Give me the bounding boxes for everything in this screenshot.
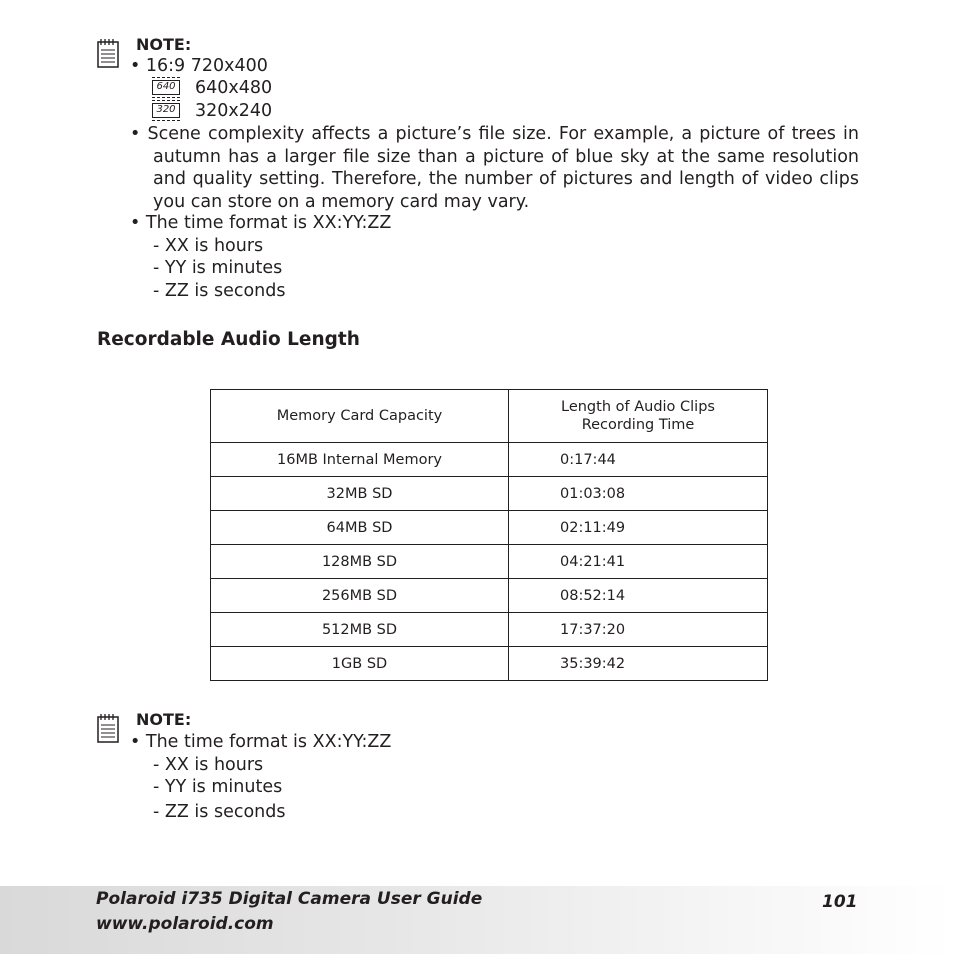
length-cell: 0:17:44 xyxy=(509,443,768,477)
length-cell: 08:52:14 xyxy=(509,579,768,613)
resolution-640-value: 640x480 xyxy=(195,78,273,98)
resolution-640-icon: 640 xyxy=(152,80,180,95)
notepad-icon xyxy=(97,38,119,68)
capacity-cell: 128MB SD xyxy=(211,545,509,579)
length-cell: 02:11:49 xyxy=(509,511,768,545)
table-row xyxy=(211,579,768,613)
length-cell: 04:21:41 xyxy=(509,545,768,579)
scene-complexity-note: • Scene complexity affects a picture’s file size. For example, a picture of trees in autumn has a larger file size than a picture of blue sky at the same resolution and quality setting. Therefore, the number of pictures and length of video clips you can store on a memory card may vary. xyxy=(130,124,859,212)
table-row xyxy=(211,613,768,647)
capacity-cell: 64MB SD xyxy=(211,511,509,545)
aspect-ratio-item: • 16:9 720x400 xyxy=(130,56,268,76)
time-format-item: • The time format is XX:YY:ZZ xyxy=(130,732,392,752)
capacity-cell: 256MB SD xyxy=(211,579,509,613)
time-format-hours: - XX is hours xyxy=(153,755,264,775)
time-format-item: • The time format is XX:YY:ZZ xyxy=(130,213,392,233)
time-format-seconds: - ZZ is seconds xyxy=(153,802,286,822)
length-cell: 17:37:20 xyxy=(509,613,768,647)
time-format-minutes: - YY is minutes xyxy=(153,258,283,278)
page-number: 101 xyxy=(822,892,858,912)
footer-website: www.polaroid.com xyxy=(96,914,274,934)
capacity-cell: 32MB SD xyxy=(211,477,509,511)
notepad-icon xyxy=(97,713,119,743)
header-length xyxy=(509,390,768,443)
resolution-320-icon: 320 xyxy=(152,103,180,118)
time-format-hours: - XX is hours xyxy=(153,236,264,256)
header-capacity xyxy=(211,390,509,443)
section-title: Recordable Audio Length xyxy=(97,329,360,350)
table-row xyxy=(211,647,768,681)
header-length-line2: Recording Time xyxy=(581,417,695,433)
time-format-minutes: - YY is minutes xyxy=(153,777,283,797)
table-row xyxy=(211,443,768,477)
header-capacity-label: Memory Card Capacity xyxy=(276,408,443,424)
audio-length-table xyxy=(210,389,768,681)
capacity-cell: 1GB SD xyxy=(211,647,509,681)
time-format-seconds: - ZZ is seconds xyxy=(153,281,286,301)
table-header-row xyxy=(211,390,768,443)
header-length-line1: Length of Audio Clips xyxy=(561,399,715,415)
resolution-320-value: 320x240 xyxy=(195,101,273,121)
footer-guide-title: Polaroid i735 Digital Camera User Guide xyxy=(96,889,483,909)
length-cell: 35:39:42 xyxy=(509,647,768,681)
table-row xyxy=(211,545,768,579)
capacity-cell: 512MB SD xyxy=(211,613,509,647)
capacity-cell: 16MB Internal Memory xyxy=(211,443,509,477)
note-label: NOTE: xyxy=(136,710,192,729)
length-cell: 01:03:08 xyxy=(509,477,768,511)
table-row xyxy=(211,477,768,511)
note-label: NOTE: xyxy=(136,35,192,54)
table-row xyxy=(211,511,768,545)
